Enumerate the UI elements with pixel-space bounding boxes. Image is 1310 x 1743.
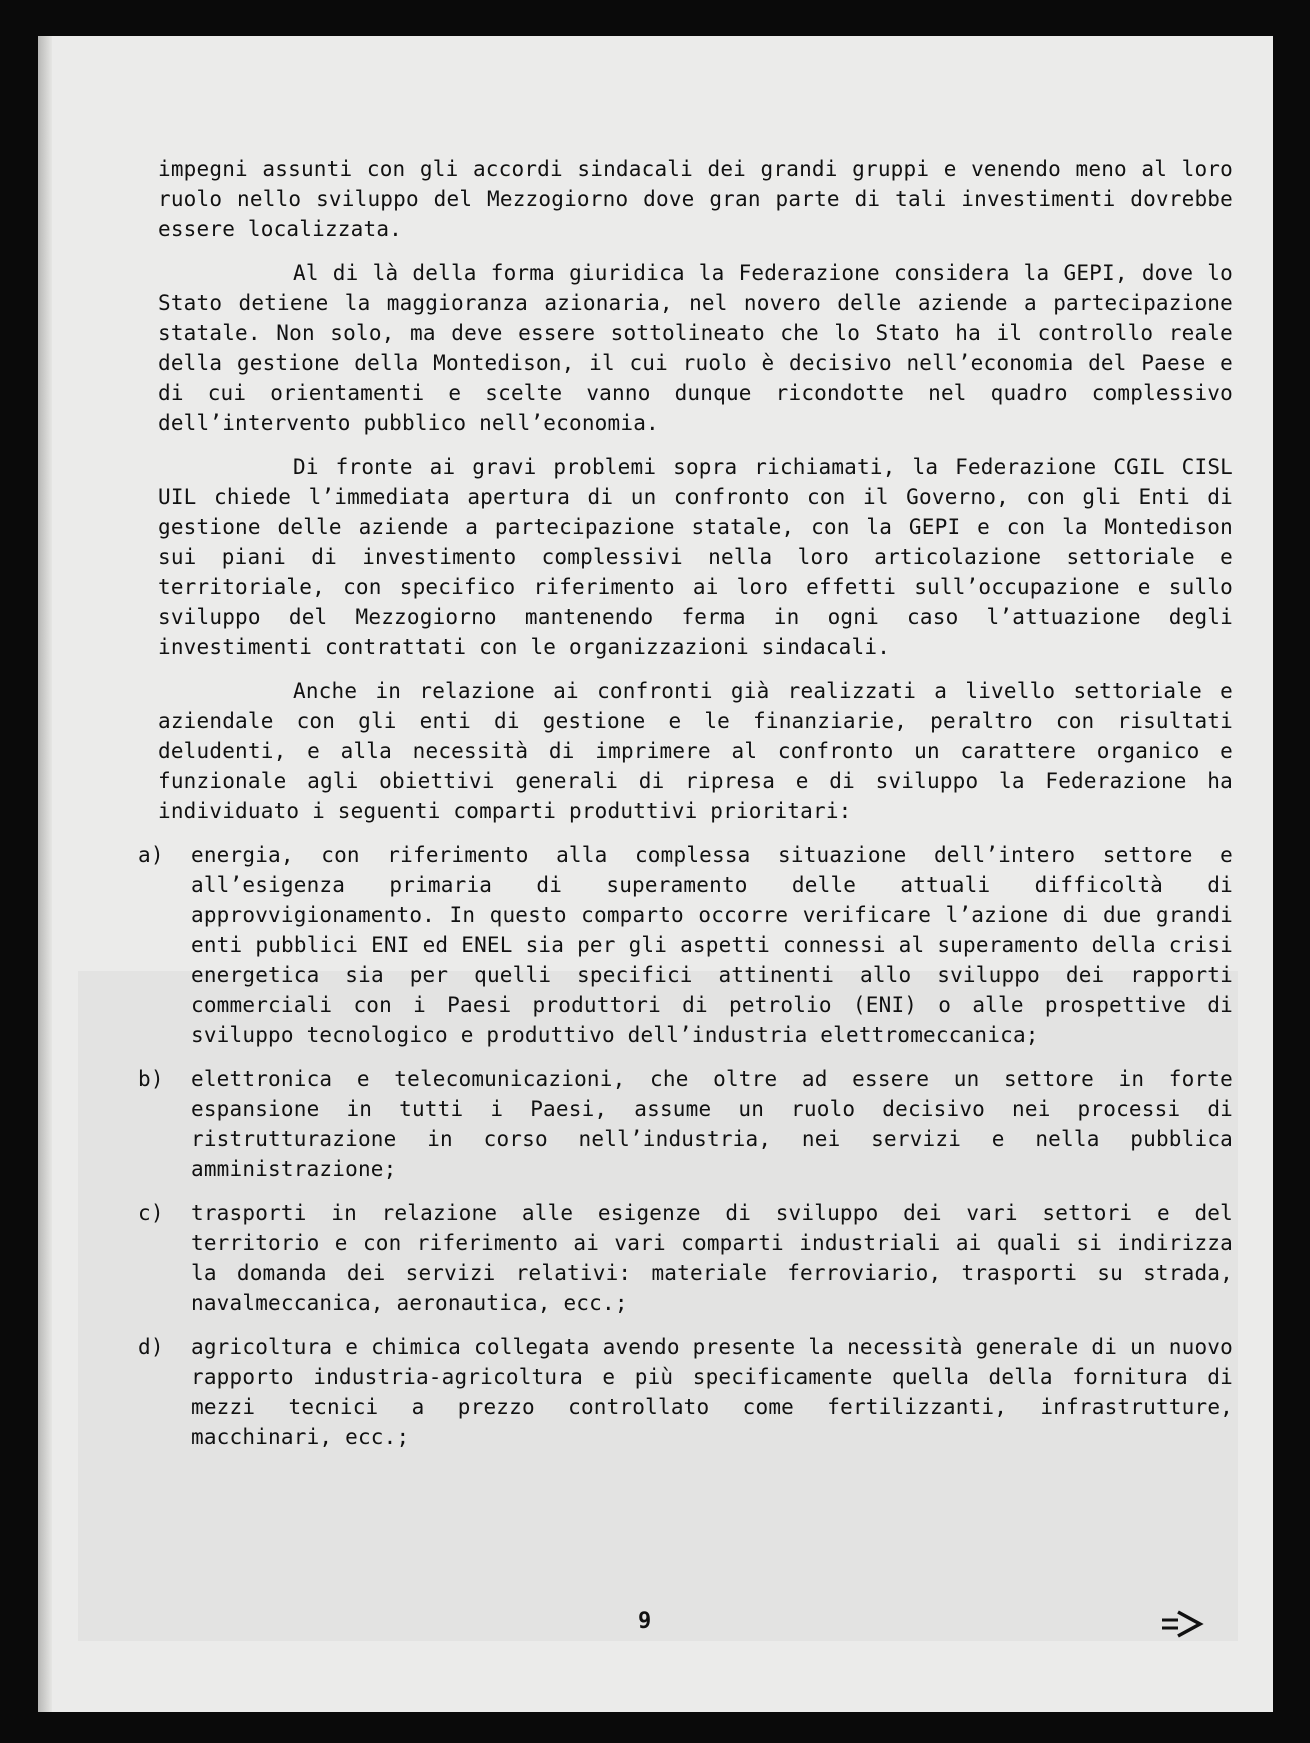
paragraph-gepi: Al di là della forma giuridica la Federazione considera la GEPI, dove lo Stato detiene la maggioranza azionaria, nel novero delle aziende a partecipazione statale. Non solo, ma deve essere sottolineato che lo Stato ha il controllo reale della gestione della Montedison, il cui ruolo è decisivo nell’economia del Paese e di cui orientamenti e scelte vanno dunque ricondotte nel quadro complessivo dell’intervento pubblico nell’economia.	[158, 261, 1233, 435]
page-number: 9	[638, 1609, 652, 1634]
document-page	[38, 36, 1273, 1712]
list-marker: c)	[138, 1201, 164, 1225]
paragraph-priority-sectors: Anche in relazione ai confronti già realizzati a livello settoriale e aziendale con gli enti di gestione e le finanziarie, peraltro con risultati deludenti, e alla necessità di imprimere al confronto un carattere organico e funzionale agli obiettivi generali di ripresa e di sviluppo la Federazione ha individuato i seguenti comparti produttivi prioritari:	[158, 679, 1233, 823]
list-item-energia	[138, 840, 1233, 1050]
list-marker: b)	[138, 1067, 164, 1091]
list-item-text: energia, con riferimento alla complessa situazione dell’intero settore e all’esigenza primaria di superamento delle attuali difficoltà di approvvigionamento. In questo comparto occorre verificare l’azione di due grandi enti pubblici ENI ed ENEL sia per gli aspetti connessi al superamento della crisi energetica sia per quelli specifici attinenti allo sviluppo dei rapporti commerciali con i Paesi produttori di petrolio (ENI) o alle prospettive di sviluppo tecnologico e produttivo dell’industria elettromeccanica;	[191, 843, 1233, 1047]
list-item-elettronica	[138, 1064, 1233, 1184]
next-page-arrow-icon	[1160, 1609, 1204, 1639]
list-item-text: elettronica e telecomunicazioni, che oltre ad essere un settore in forte espansione in tutti i Paesi, assume un ruolo decisivo nei processi di ristrutturazione in corso nell’industria, nei servizi e nella pubblica amministrazione;	[191, 1067, 1233, 1181]
list-item-agricoltura	[138, 1332, 1233, 1452]
list-item-text: agricoltura e chimica collegata avendo presente la necessità generale di un nuovo rapporto industria-agricoltura e più specificamente quella della fornitura di mezzi tecnici a prezzo controllato come fertilizzanti, infrastrutture, macchinari, ecc.;	[191, 1335, 1233, 1449]
list-marker: a)	[138, 843, 164, 867]
paragraph-continuation: impegni assunti con gli accordi sindacali dei grandi gruppi e venendo meno al loro ruolo nello sviluppo del Mezzogiorno dove gran parte di tali investimenti dovrebbe essere localizzata.	[158, 157, 1233, 241]
paragraph-federazione-request: Di fronte ai gravi problemi sopra richiamati, la Federazione CGIL CISL UIL chiede l’immediata apertura di un confronto con il Governo, con gli Enti di gestione delle aziende a partecipazione statale, con la GEPI e con la Montedison sui piani di investimento complessivi nella loro articolazione settoriale e territoriale, con specifico riferimento ai loro effetti sull’occupazione e sullo sviluppo del Mezzogiorno mantenendo ferma in ogni caso l’attuazione degli investimenti contrattati con le organizzazioni sindacali.	[158, 455, 1233, 659]
document-body	[138, 154, 1233, 1466]
list-marker: d)	[138, 1335, 164, 1359]
list-item-text: trasporti in relazione alle esigenze di sviluppo dei vari settori e del territorio e con riferimento ai vari comparti industriali ai quali si indirizza la domanda dei servizi relativi: materiale ferroviario, trasporti su strada, navalmeccanica, aeronautica, ecc.;	[191, 1201, 1233, 1315]
list-item-trasporti	[138, 1198, 1233, 1318]
page-binding-shadow	[38, 36, 52, 1712]
